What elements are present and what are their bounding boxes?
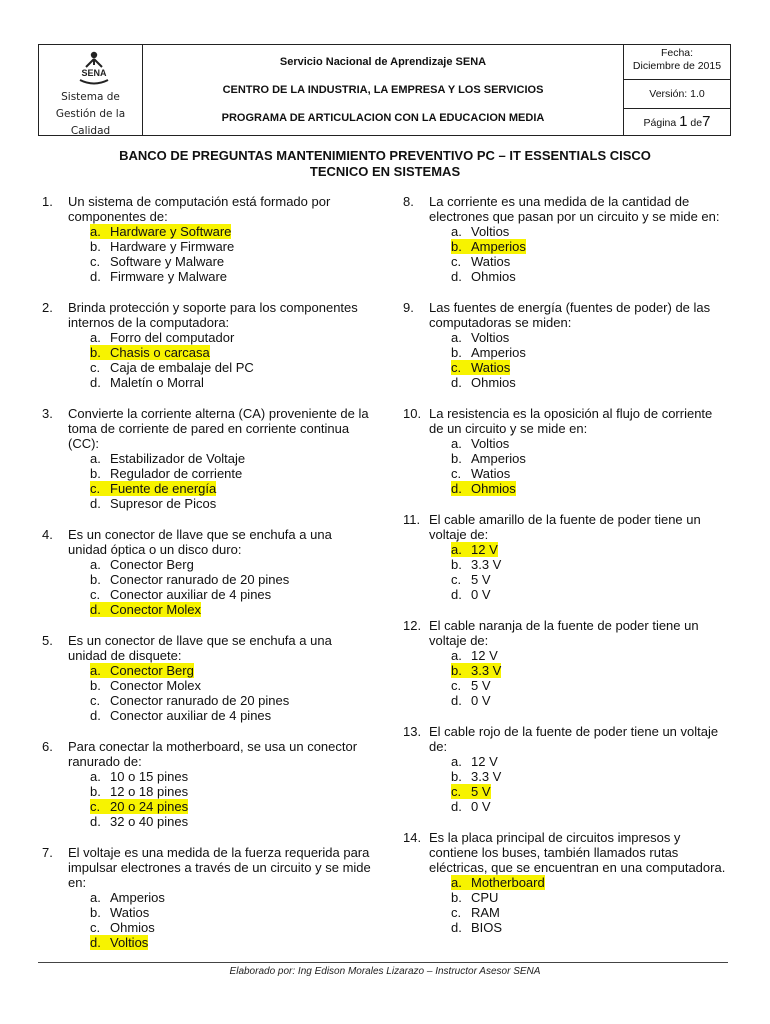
option-letter: c.	[90, 254, 101, 269]
option-letter: b.	[90, 239, 101, 254]
option-text: Maletín o Morral	[110, 375, 204, 390]
answer-option	[429, 648, 728, 663]
answer-option-correct	[429, 239, 728, 254]
question-text: Es un conector de llave que se enchufa a una unidad de disquete:	[68, 633, 332, 663]
option-text: 5 V	[471, 784, 491, 799]
answer-option-correct	[68, 663, 372, 678]
option-text: Voltios	[110, 935, 149, 950]
question-number: 11.	[403, 512, 421, 527]
question-text: Es la placa principal de circuitos impresos y contiene los buses, también llamados rutas eléctricas, que se encuentran en una computadora.	[429, 830, 726, 875]
option-text: 12 V	[471, 754, 498, 769]
option-text: Voltios	[471, 436, 510, 451]
option-letter: a.	[90, 330, 101, 345]
page-label: Página	[643, 117, 677, 129]
question-text: Un sistema de computación está formado por componentes de:	[68, 194, 331, 224]
answer-option	[68, 269, 372, 284]
option-letter: d.	[90, 269, 101, 284]
answer-option-correct	[68, 935, 372, 950]
question-item	[42, 845, 372, 950]
option-letter: d.	[451, 799, 462, 814]
answer-option	[429, 254, 728, 269]
answer-option	[68, 557, 372, 572]
option-letter: a.	[451, 754, 462, 769]
option-text: 0 V	[471, 693, 491, 708]
answer-option-correct	[429, 360, 728, 375]
answer-option-correct	[68, 345, 372, 360]
option-text: BIOS	[471, 920, 503, 935]
answer-option-correct	[429, 875, 728, 890]
center-name: CENTRO DE LA INDUSTRIA, LA EMPRESA Y LOS SERVICIOS	[222, 84, 544, 96]
question-number: 9.	[403, 300, 414, 315]
answer-option	[429, 466, 728, 481]
option-letter: a.	[90, 224, 101, 239]
page-number: 1	[679, 113, 688, 130]
answer-option-correct	[68, 602, 372, 617]
title-line: TECNICO EN SISTEMAS	[309, 164, 461, 179]
option-text: 12 V	[471, 648, 498, 663]
institution-name: Servicio Nacional de Aprendizaje SENA	[279, 56, 487, 68]
option-letter: d.	[451, 693, 462, 708]
option-text: 20 o 24 pines	[110, 799, 189, 814]
answer-option	[68, 920, 372, 935]
question-number: 6.	[42, 739, 53, 754]
option-text: Ohmios	[471, 375, 516, 390]
answer-option-correct	[68, 481, 372, 496]
option-text: 5 V	[471, 572, 491, 587]
answer-option	[429, 345, 728, 360]
answer-option	[429, 330, 728, 345]
option-text: Ohmios	[471, 269, 516, 284]
answer-option	[68, 375, 372, 390]
option-letter: c.	[90, 799, 101, 814]
option-text: Conector Berg	[110, 557, 194, 572]
answer-option-correct	[429, 784, 728, 799]
option-letter: d.	[451, 920, 462, 935]
question-text: Es un conector de llave que se enchufa a una unidad óptica o un disco duro:	[68, 527, 332, 557]
option-text: 3.3 V	[471, 663, 502, 678]
option-text: Regulador de corriente	[110, 466, 243, 481]
answer-option	[68, 572, 372, 587]
answer-option	[429, 375, 728, 390]
option-letter: d.	[90, 814, 101, 829]
answer-option	[68, 814, 372, 829]
page-total: 7	[702, 113, 711, 130]
option-text: Watios	[471, 466, 511, 481]
date-label: Fecha:	[660, 47, 694, 59]
footer-credit: Elaborado por: Ing Edison Morales Lizarazo – Instructor Asesor SENA	[229, 966, 541, 977]
document-title	[0, 148, 770, 180]
question-number: 12.	[403, 618, 422, 633]
option-text: 3.3 V	[471, 557, 502, 572]
answer-option	[429, 890, 728, 905]
option-text: Hardware y Firmware	[110, 239, 235, 254]
system-line: Calidad	[70, 125, 111, 137]
answer-option	[68, 466, 372, 481]
option-text: 10 o 15 pines	[110, 769, 189, 784]
question-number: 4.	[42, 527, 53, 542]
system-line: Sistema de	[61, 91, 120, 103]
option-text: Conector Molex	[110, 602, 202, 617]
option-letter: c.	[90, 587, 101, 602]
answer-option	[429, 557, 728, 572]
option-letter: d.	[451, 375, 462, 390]
option-text: Conector auxiliar de 4 pines	[110, 587, 272, 602]
answer-option	[68, 587, 372, 602]
option-letter: a.	[451, 330, 462, 345]
option-letter: c.	[451, 572, 462, 587]
answer-option	[429, 678, 728, 693]
question-item	[403, 724, 728, 814]
option-letter: c.	[451, 360, 462, 375]
question-number: 7.	[42, 845, 53, 860]
answer-option	[429, 905, 728, 920]
option-letter: c.	[451, 466, 462, 481]
question-item	[42, 300, 372, 390]
option-text: Motherboard	[471, 875, 545, 890]
option-letter: a.	[451, 875, 462, 890]
option-text: 12 V	[471, 542, 498, 557]
option-letter: a.	[90, 663, 101, 678]
program-name: PROGRAMA DE ARTICULACION CON LA EDUCACION MEDIA	[221, 112, 545, 124]
answer-option	[429, 572, 728, 587]
option-letter: d.	[90, 375, 101, 390]
answer-option	[68, 708, 372, 723]
option-text: Voltios	[471, 330, 510, 345]
answer-option-correct	[429, 663, 728, 678]
question-text: Las fuentes de energía (fuentes de poder) de las computadoras se miden:	[429, 300, 711, 330]
option-text: Supresor de Picos	[110, 496, 217, 511]
question-text: Para conectar la motherboard, se usa un conector ranurado de:	[68, 739, 358, 769]
option-letter: a.	[90, 557, 101, 572]
title-line: BANCO DE PREGUNTAS MANTENIMIENTO PREVENTIVO PC – IT ESSENTIALS CISCO	[119, 148, 651, 163]
header-meta	[624, 45, 731, 136]
option-text: Estabilizador de Voltaje	[110, 451, 246, 466]
option-text: 12 o 18 pines	[110, 784, 189, 799]
question-text: Brinda protección y soporte para los componentes internos de la computadora:	[68, 300, 358, 330]
option-letter: b.	[90, 466, 101, 481]
logo-cell	[39, 45, 143, 136]
option-text: 3.3 V	[471, 769, 502, 784]
option-text: Firmware y Malware	[110, 269, 228, 284]
option-letter: b.	[90, 572, 101, 587]
question-number: 13.	[403, 724, 422, 739]
option-text: RAM	[471, 905, 500, 920]
option-letter: b.	[90, 345, 101, 360]
date-value: Diciembre de 2015	[632, 60, 722, 72]
answer-option	[68, 451, 372, 466]
option-text: Conector Berg	[110, 663, 194, 678]
option-text: Conector ranurado de 20 pines	[110, 693, 290, 708]
option-text: Fuente de energía	[110, 481, 217, 496]
option-text: Software y Malware	[110, 254, 225, 269]
option-letter: c.	[90, 360, 101, 375]
option-letter: d.	[90, 496, 101, 511]
system-line: Gestión de la	[55, 108, 126, 120]
question-number: 1.	[42, 194, 53, 209]
question-text: El voltaje es una medida de la fuerza requerida para impulsar electrones a través de un circuito y se mide en:	[68, 845, 371, 890]
answer-option	[429, 920, 728, 935]
option-text: Ohmios	[471, 481, 516, 496]
answer-option	[429, 587, 728, 602]
option-text: Watios	[110, 905, 150, 920]
option-text: Amperios	[471, 239, 526, 254]
answer-option-correct	[68, 224, 372, 239]
option-text: Amperios	[471, 345, 526, 360]
option-letter: a.	[451, 436, 462, 451]
option-text: Forro del computador	[110, 330, 235, 345]
option-letter: c.	[451, 784, 462, 799]
answer-option	[68, 769, 372, 784]
option-text: Ohmios	[110, 920, 155, 935]
question-item	[42, 527, 372, 617]
footer-divider	[38, 962, 728, 963]
answer-option-correct	[68, 799, 372, 814]
option-letter: b.	[451, 345, 462, 360]
logo-text: SENA	[81, 68, 107, 78]
option-text: Caja de embalaje del PC	[110, 360, 254, 375]
question-text: El cable naranja de la fuente de poder tiene un voltaje de:	[429, 618, 699, 648]
date-block	[624, 45, 730, 79]
option-letter: c.	[451, 678, 462, 693]
answer-option	[68, 330, 372, 345]
answer-option	[68, 678, 372, 693]
answer-option	[429, 451, 728, 466]
question-number: 14.	[403, 830, 422, 845]
answer-option	[68, 239, 372, 254]
answer-option	[68, 905, 372, 920]
question-text: El cable rojo de la fuente de poder tiene un voltaje de:	[429, 724, 719, 754]
option-letter: b.	[451, 663, 462, 678]
question-item	[403, 194, 728, 284]
option-text: 5 V	[471, 678, 491, 693]
question-item	[42, 633, 372, 723]
option-letter: a.	[90, 890, 101, 905]
page-indicator	[624, 108, 730, 135]
option-text: Amperios	[471, 451, 526, 466]
answer-option	[429, 754, 728, 769]
question-item	[403, 300, 728, 390]
answer-option	[429, 693, 728, 708]
option-letter: b.	[451, 769, 462, 784]
option-letter: b.	[451, 451, 462, 466]
answer-option	[429, 799, 728, 814]
question-item	[42, 194, 372, 284]
option-text: 32 o 40 pines	[110, 814, 189, 829]
question-text: La resistencia es la oposición al flujo de corriente de un circuito y se mide en:	[429, 406, 713, 436]
question-number: 5.	[42, 633, 53, 648]
document-header	[38, 44, 731, 136]
question-item	[42, 739, 372, 829]
question-item	[403, 830, 728, 935]
answer-option	[429, 224, 728, 239]
question-number: 2.	[42, 300, 53, 315]
option-text: Conector auxiliar de 4 pines	[110, 708, 272, 723]
option-text: Hardware y Software	[110, 224, 232, 239]
option-letter: a.	[451, 648, 462, 663]
question-text: La corriente es una medida de la cantidad de electrones que pasan por un circuito y se mide en:	[429, 194, 720, 224]
option-letter: c.	[90, 920, 101, 935]
questions-left-column	[42, 194, 372, 950]
option-text: Conector Molex	[110, 678, 202, 693]
option-letter: c.	[90, 481, 101, 496]
sena-logo-icon	[74, 51, 114, 87]
questions-right-column	[403, 194, 728, 935]
page-of: de	[690, 117, 703, 129]
option-text: Chasis o carcasa	[110, 345, 210, 360]
question-number: 8.	[403, 194, 414, 209]
version-label: Versión: 1.0	[624, 79, 730, 108]
question-item	[403, 618, 728, 708]
option-letter: b.	[90, 905, 101, 920]
question-item	[42, 406, 372, 511]
option-letter: d.	[90, 602, 101, 617]
option-text: 0 V	[471, 799, 491, 814]
question-text: El cable amarillo de la fuente de poder tiene un voltaje de:	[429, 512, 701, 542]
option-letter: d.	[90, 935, 101, 950]
option-letter: c.	[451, 905, 462, 920]
answer-option	[68, 496, 372, 511]
answer-option	[68, 360, 372, 375]
option-letter: a.	[451, 542, 462, 557]
option-letter: d.	[451, 269, 462, 284]
answer-option	[68, 693, 372, 708]
option-letter: b.	[90, 678, 101, 693]
option-text: Watios	[471, 254, 511, 269]
answer-option	[429, 269, 728, 284]
option-letter: b.	[451, 557, 462, 572]
answer-option-correct	[429, 542, 728, 557]
option-letter: d.	[451, 587, 462, 602]
option-letter: c.	[90, 693, 101, 708]
question-item	[403, 406, 728, 496]
option-text: Voltios	[471, 224, 510, 239]
option-letter: d.	[451, 481, 462, 496]
option-letter: a.	[90, 769, 101, 784]
system-label	[39, 89, 142, 140]
option-letter: b.	[90, 784, 101, 799]
option-text: CPU	[471, 890, 499, 905]
question-number: 3.	[42, 406, 53, 421]
option-letter: b.	[451, 239, 462, 254]
option-text: Conector ranurado de 20 pines	[110, 572, 290, 587]
answer-option	[68, 784, 372, 799]
answer-option-correct	[429, 481, 728, 496]
option-text: 0 V	[471, 587, 491, 602]
option-letter: d.	[90, 708, 101, 723]
option-letter: a.	[451, 224, 462, 239]
question-item	[403, 512, 728, 602]
option-text: Amperios	[110, 890, 165, 905]
answer-option	[429, 769, 728, 784]
option-letter: a.	[90, 451, 101, 466]
header-center	[143, 45, 624, 136]
answer-option	[429, 436, 728, 451]
answer-option	[68, 254, 372, 269]
option-letter: b.	[451, 890, 462, 905]
option-letter: c.	[451, 254, 462, 269]
answer-option	[68, 890, 372, 905]
question-number: 10.	[403, 406, 422, 421]
question-text: Convierte la corriente alterna (CA) proveniente de la toma de corriente de pared en corriente continua (CC):	[68, 406, 369, 451]
option-text: Watios	[471, 360, 511, 375]
